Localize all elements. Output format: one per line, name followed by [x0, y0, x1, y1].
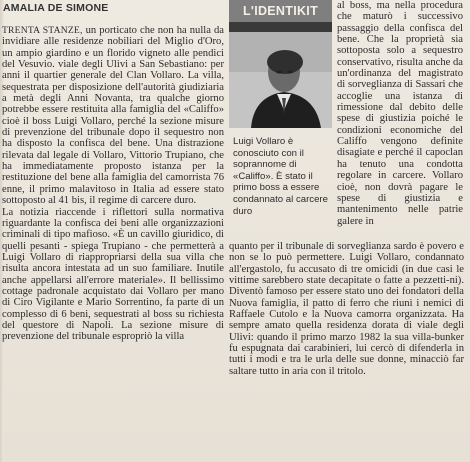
paragraph-1 — [2, 25, 224, 207]
lead-in: TRENTA STANZE, — [2, 25, 83, 36]
paragraph-1-text: un porticato che non ha nulla da invidiare alle residenze nobiliari del Miglio d'Oro, un ampio giardino e un florido vigneto alle pendici del Vesuvio. viale degli Ulivi a San Sebastiano: per anni il quartier generale del Clan Vollaro. La villa, sequestrata per disposizione dell'autorità giudiziaria a metà degli Anni Novanta, tra qualche giorno potrebbe essere restituita alla famiglia del «Califfo» cioè il boss Luigi Vollaro, perché la sezione misure di prevenzione del tribunale dopo il sequestro non ha disposto la confisca del bene. Una distrazione rilevata dal legale di Vollaro, Vittorio Trupiano, che ha immediatamente proposto istanza per la restituzione del bene alla famiglia del camorrista 76 enne, il primo malavitoso in Italia ad essere stato sottoposto al 41 bis, il regime di carcere duro. — [2, 25, 225, 207]
paragraph-2: La notizia riaccende i riflettori sulla normativa riguardante la confisca dei beni alle organizzazioni criminali di tipo mafioso. «È un cavillo giuridico, di quelli pesanti - spiega Trupiano - che permetterà a Luigi Vollaro di riappropriarsi della sua villa che risulta ancora intestata ad un suo familiare. Inutile anche appellarsi all'errore materiale». Il bellissimo cottage padronale acquistato dai Vollaro per mano di Ciro Vigilante e Mario Sorrentino, fa parte di un complesso di 6 beni, sequestrati al boss su richiesta del questore di Napoli. La sezione misure di prevenzione del tribunale espropriò la villa — [2, 206, 224, 343]
article-column-1 — [2, 25, 224, 343]
identikit-title: L'IDENTIKIT — [242, 4, 319, 18]
portrait-image — [229, 32, 332, 128]
article-column-2-bottom: quanto per il tribunale di sorveglianza sardo è povero e non se lo può permettere. Luigi Vollaro, condannato all'ergastolo, fu accusato di tre omicidi (in due casi le vittime sarebbero state decapitate o fatte a pezzetti-ni). Diventò famoso per essere stato uno dei fondatori della Nuova famiglia, il patto di ferro che riunì i nemici di Raffaele Cutolo e la Nuova camorra organizzata. Ha sempre amato quella residenza dorata di viale degli Ulivi: quando il primo marzo 1982 la sua villa-bunker fu espugnata dai carabinieri, lui cercò di difenderla in tutti i modi e tra le urla delle sue donne, minacciò far saltare tutto in aria con il tritolo. — [229, 241, 464, 377]
portrait-photo — [229, 32, 332, 128]
article-column-3: al boss, ma nella procedura che maturò i successivo passaggio della confisca del bene. Che la proprietà sia sottoposta solo a sequestro conservativo, risulta anche da un'ordinanza del magistrato di sorveglianza di Sassari che accoglie una istanza di rimessione dal debito delle spese di giustizia poiché le condizioni economiche del Califfo vengono definite disagiate e perché il capoclan ha tenuto una condotta regolare in carcere. Vollaro cioè, non dovrà pagare le spese di giustizia e mantenimento nelle patrie galere in — [337, 0, 463, 227]
photo-caption: Luigi Vollaro è conosciuto con il soprannome di «Califfo». È stato il primo boss a essere condannato al carcere duro — [233, 136, 328, 217]
article-author: AMALIA DE SIMONE — [3, 2, 109, 14]
identikit-header — [229, 0, 332, 32]
header-rule — [229, 22, 332, 32]
identikit-box — [229, 0, 332, 232]
